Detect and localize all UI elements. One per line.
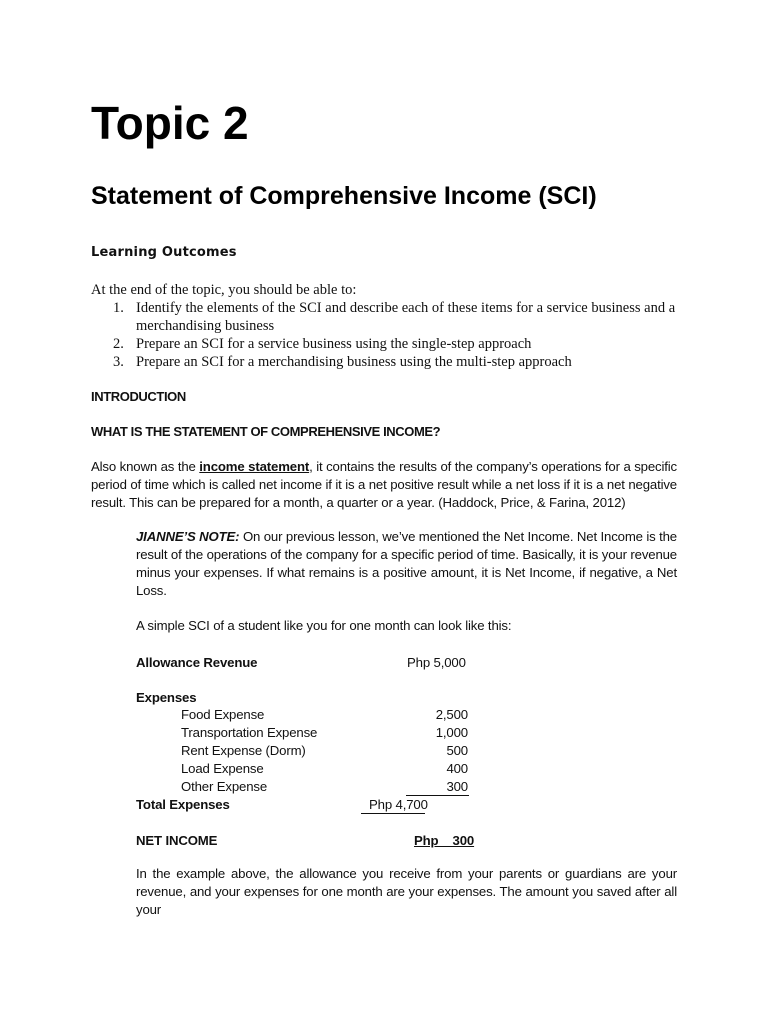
expense-value: 300	[446, 779, 468, 794]
list-number: 2.	[113, 336, 124, 352]
list-text: Prepare an SCI for a merchandising business using the multi-step approach	[136, 354, 572, 370]
expense-label: Other Expense	[181, 779, 268, 794]
list-number: 3.	[113, 354, 124, 370]
expenses-label: Expenses	[136, 690, 197, 705]
expense-label: Rent Expense (Dorm)	[181, 743, 306, 758]
page-subtitle: Statement of Comprehensive Income (SCI)	[91, 182, 597, 210]
expense-value: 500	[446, 743, 468, 758]
list-number: 1.	[113, 300, 124, 316]
expense-value: 400	[446, 761, 468, 776]
expense-value: 1,000	[435, 725, 468, 740]
list-item	[113, 335, 683, 353]
note-label: JIANNE’S NOTE:	[136, 529, 240, 544]
intro-lead: Also known as the	[91, 459, 200, 474]
intro-paragraph	[91, 458, 677, 512]
total-underline	[361, 796, 425, 814]
simple-sci-intro: A simple SCI of a student like you for one month can look like this:	[136, 618, 512, 633]
income-statement-term: income statement	[199, 459, 310, 474]
learning-outcomes-list	[113, 299, 683, 371]
list-item	[113, 353, 683, 371]
subtotal-underline	[406, 778, 469, 796]
list-text: Identify the elements of the SCI and describe each of these items for a service business and a merchandising business	[136, 300, 676, 334]
revenue-label: Allowance Revenue	[136, 655, 258, 670]
net-income-label: NET INCOME	[136, 833, 218, 848]
net-income-value: Php 300	[414, 833, 475, 848]
expense-label: Food Expense	[181, 707, 265, 722]
total-expenses-label: Total Expenses	[136, 797, 230, 812]
expense-label: Load Expense	[181, 761, 264, 776]
learning-outcomes-intro: At the end of the topic, you should be able to:	[91, 282, 357, 298]
expense-value: 2,500	[435, 707, 468, 722]
closing-paragraph: In the example above, the allowance you receive from your parents or guardians are your revenue, and your expenses for one month are your expenses. The amount you saved after all your	[136, 866, 677, 917]
list-text: Prepare an SCI for a service business using the single-step approach	[136, 336, 532, 352]
intro-rest: , it contains the results of the company’s operations for a specific period of time which is called net income if it is a net positive result while a net loss if it is a net negative result. This can be prepared for a month, a quarter or a year. (Haddock, Price, & Farina, 2012)	[91, 459, 677, 510]
learning-outcomes-heading: Learning Outcomes	[91, 245, 237, 260]
what-is-sci-heading: WHAT IS THE STATEMENT OF COMPREHENSIVE INCOME?	[91, 424, 441, 439]
note-paragraph	[136, 528, 677, 600]
revenue-value: Php 5,000	[407, 655, 466, 670]
list-item	[113, 299, 683, 335]
topic-title: Topic 2	[91, 97, 249, 149]
note-text: On our previous lesson, we’ve mentioned the Net Income. Net Income is the result of the operations of the company for a specific period of time. Basically, it is your revenue minus your expenses. If what remains is a positive amount, it is Net Income, if negative, a Net Loss.	[136, 529, 677, 598]
total-expenses-value: Php 4,700	[369, 797, 428, 812]
introduction-heading: INTRODUCTION	[91, 389, 186, 404]
expense-label: Transportation Expense	[181, 725, 318, 740]
